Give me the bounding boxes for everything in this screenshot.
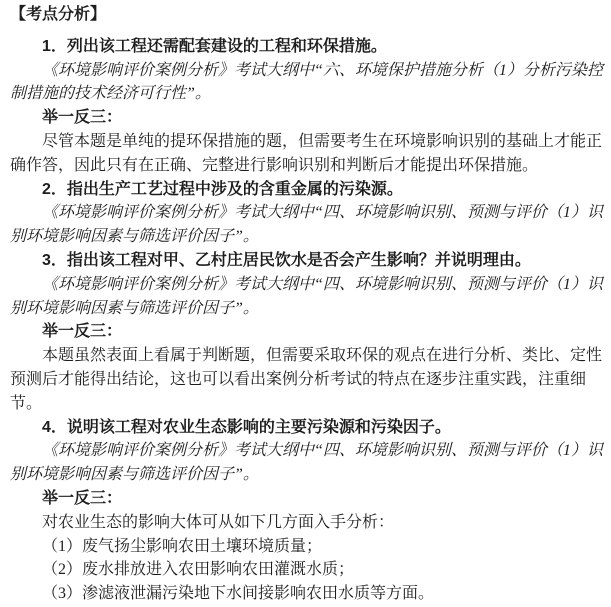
exam-syllabus-quote-3: 《环境影响评价案例分析》考试大纲中“四、环境影响识别、预测与评价（1）识别环境影响因素与筛选评价因子”。 [10,275,603,317]
analysis-point-1: （1）废气扬尘影响农田土壤环境质量； [42,537,323,555]
reflection-body-1: 尽管本题是单纯的提环保措施的题，但需要考生在环境影响识别的基础上才能正确作答，因此只有在正确、完整进行影响识别和判断后才能提出环保措施。 [10,132,603,174]
reflection-body-3: 对农业生态的影响大体可从如下几方面入手分析： [42,513,395,531]
question-3: 3．指出该工程对甲、乙村庄居民饮水是否会产生影响？并说明理由。 [42,251,531,269]
reflection-body-2: 本题虽然表面上看属于判断题，但需要采取环保的观点在进行分析、类比、定性预测后才能得出结论，这也可以看出案例分析考试的特点在逐步注重实践，注重细节。 [10,347,603,412]
reflection-label-3: 举一反三： [42,489,123,507]
exam-syllabus-quote-1: 《环境影响评价案例分析》考试大纲中“六、环境保护措施分析（1）分析污染控制措施的技术经济可行性”。 [10,61,603,103]
exam-syllabus-quote-2: 《环境影响评价案例分析》考试大纲中“四、环境影响识别、预测与评价（1）识别环境影响因素与筛选评价因子”。 [10,204,603,246]
exam-syllabus-quote-4: 《环境影响评价案例分析》考试大纲中“四、环境影响识别、预测与评价（1）识别环境影响因素与筛选评价因子”。 [10,442,603,484]
reflection-label-2: 举一反三： [42,323,123,341]
section-heading: 【考点分析】 [10,6,107,23]
question-4: 4．说明该工程对农业生态影响的主要污染源和污染因子。 [42,418,451,436]
question-1: 1．列出该工程还需配套建设的工程和环保措施。 [42,37,387,55]
analysis-point-2: （2）废水排放进入农田影响农田灌溉水质； [42,561,355,579]
reflection-label-1: 举一反三： [42,109,123,127]
analysis-point-3: （3）渗滤液泄漏污染地下水间接影响农田水质等方面。 [42,585,435,603]
question-2: 2．指出生产工艺过程中涉及的含重金属的污染源。 [42,180,403,198]
